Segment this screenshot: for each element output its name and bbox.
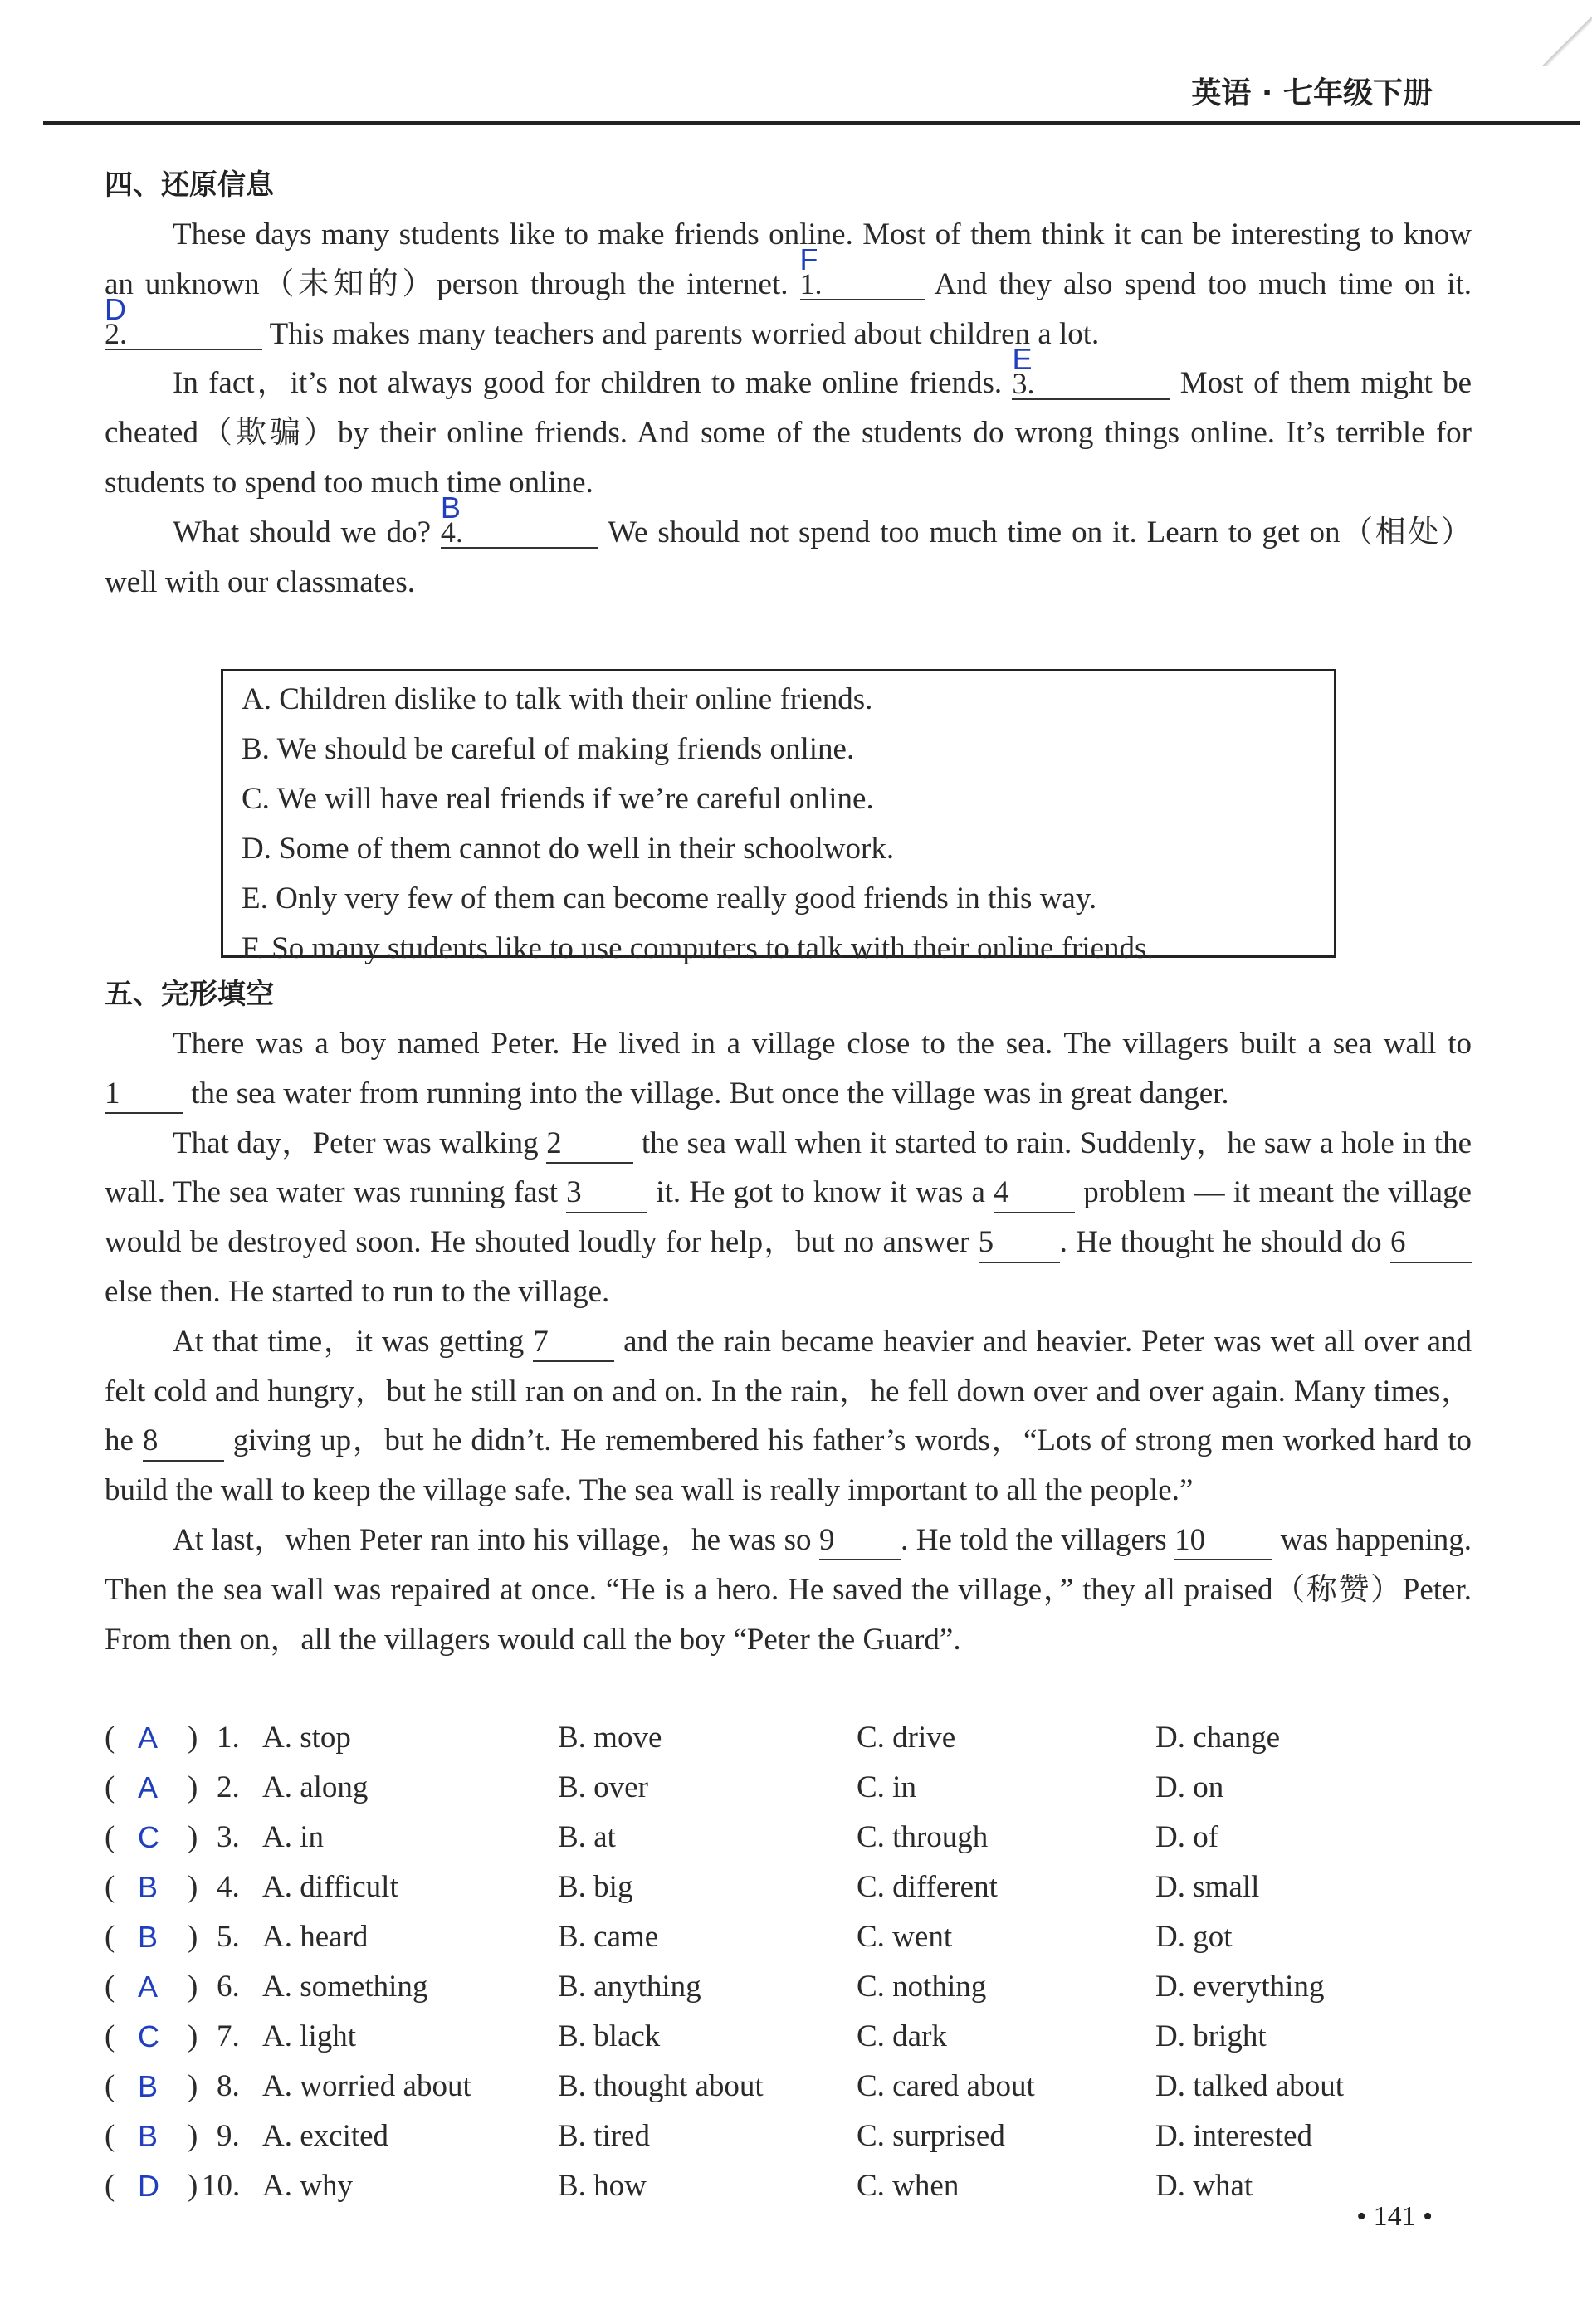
s5-p2-text-4: problem — it meant the village would be destroyed soon. He shouted loudly for help，but no answer (105, 1175, 1472, 1260)
handwritten-answer: B (440, 491, 461, 525)
section-5-heading: 五、完形填空 (105, 978, 274, 1011)
s5-p2-text-1: That day，Peter was walking (173, 1125, 547, 1160)
paren-open: ( (105, 1920, 115, 1954)
choice-d: D. got (1155, 1920, 1233, 1954)
blank-number: 3. (1012, 366, 1035, 400)
choice-c: C. surprised (857, 2119, 1005, 2153)
choice-b: B. at (558, 1820, 616, 1854)
handwritten-choice: B (138, 1870, 159, 1904)
answer-blank-4 (440, 491, 598, 549)
s5-p3-text-3: giving up，but he didn’t. He remembered his father’s words，“Lots of strong men worked hard to build the wall to keep the village safe. The sea wall is really important to all the people.” (105, 1423, 1472, 1508)
choice-b: B. over (558, 1770, 648, 1804)
s4-p2-text-2: Most of them might be cheated（欺骗）by their online friends. And some of the students do wrong things online. It’s terrible for students to spend too much time online. (105, 366, 1472, 500)
paren-close: ) (188, 2119, 198, 2153)
question-number: 8. (217, 2069, 240, 2103)
header-rule (43, 121, 1580, 124)
cloze-blank-5: 5 (979, 1224, 1060, 1262)
question-number: 10. (202, 2169, 241, 2203)
cloze-blank-8: 8 (143, 1423, 224, 1461)
handwritten-choice: B (138, 2119, 159, 2153)
s5-paragraph-4 (105, 1516, 1472, 1664)
s4-paragraph-3 (105, 491, 1472, 608)
s4-paragraph-2 (105, 341, 1472, 507)
paren-open: ( (105, 2019, 115, 2053)
s5-p2-text-3: it. He got to know it was a (647, 1175, 994, 1210)
choice-d: D. what (1155, 2169, 1253, 2203)
question-number: 3. (217, 1820, 240, 1854)
s5-paragraph-3 (105, 1317, 1472, 1516)
handwritten-answer: F (799, 242, 818, 277)
choice-b: B. move (558, 1721, 662, 1755)
choice-b: B. black (558, 2019, 661, 2053)
s5-paragraph-1 (105, 1019, 1472, 1119)
choice-d: D. on (1155, 1770, 1224, 1804)
s5-p1-text-2: the sea water from running into the village. But once the village was in great danger. (183, 1076, 1229, 1111)
option-b: B. We should be careful of making friends online. (242, 732, 855, 766)
page-number: • 141 • (1356, 2201, 1433, 2232)
question-number: 1. (217, 1721, 240, 1755)
option-d: D. Some of them cannot do well in their schoolwork. (242, 832, 895, 866)
question-number: 2. (217, 1770, 240, 1804)
paren-open: ( (105, 2169, 115, 2203)
s5-p3-text-1: At that time，it was getting (173, 1324, 534, 1359)
choice-c: C. drive (857, 1721, 956, 1755)
s4-p3-text-2: We should not spend too much time on it. Learn to get on（相处）well with our classmates. (105, 515, 1472, 599)
paren-close: ) (188, 2069, 198, 2103)
choice-b: B. came (558, 1920, 659, 1954)
choice-d: D. bright (1155, 2019, 1267, 2053)
section-4-heading: 四、还原信息 (105, 168, 274, 202)
choice-c: C. different (857, 1870, 998, 1904)
s5-p4-text-1: At last，when Peter ran into his village，he was so (173, 1522, 820, 1557)
question-row (105, 2012, 1482, 2062)
paren-close: ) (188, 1721, 198, 1755)
question-row (105, 2062, 1482, 2112)
question-number: 7. (217, 2019, 240, 2053)
question-row (105, 1763, 1482, 1813)
question-row (105, 1863, 1482, 1912)
handwritten-choice: A (138, 1770, 159, 1804)
cloze-blank-6: 6 (1390, 1224, 1472, 1262)
cloze-blank-7: 7 (533, 1324, 614, 1362)
s4-paragraph-1 (105, 210, 1472, 359)
s5-p3-text-2: and the rain became heavier and heavier. Peter was wet all over and felt cold and hungry，but he still ran on and on. In the rain，he fell down over and over again. Many times，he (105, 1324, 1472, 1458)
handwritten-choice: A (138, 1970, 159, 2004)
choice-d: D. interested (1155, 2119, 1313, 2153)
options-box (221, 669, 1336, 965)
s5-p4-text-2: . He told the villagers (901, 1522, 1175, 1557)
s5-p2-text-6: else then. He started to run to the village. (105, 1274, 610, 1309)
choice-a: A. something (262, 1970, 428, 2004)
choice-c: C. through (857, 1820, 989, 1854)
s4-p1-text-2: And they also spend too much time on it. (924, 266, 1472, 301)
s4-p1-text-3: This makes many teachers and parents worried about children a lot. (262, 316, 1100, 351)
choice-d: D. everything (1155, 1970, 1325, 2004)
question-number: 4. (217, 1870, 240, 1904)
choice-a: A. difficult (262, 1870, 398, 1904)
choice-a: A. stop (262, 1721, 351, 1755)
choice-c: C. went (857, 1920, 953, 1954)
answer-blank-2 (105, 291, 262, 350)
blank-number: 4. (440, 515, 463, 549)
choice-a: A. along (262, 1770, 369, 1804)
page-corner-fold (1542, 17, 1592, 66)
handwritten-choice: A (138, 1721, 159, 1755)
s4-p3-text-1: What should we do? (173, 515, 441, 549)
paren-close: ) (188, 2019, 198, 2053)
choice-a: A. worried about (262, 2069, 471, 2103)
choice-d: D. change (1155, 1721, 1280, 1755)
question-number: 6. (217, 1970, 240, 2004)
answer-blank-1 (799, 242, 925, 300)
choice-d: D. of (1155, 1820, 1219, 1854)
s4-p2-text-1: In fact，it’s not always good for children to make online friends. (173, 366, 1013, 401)
s5-paragraph-2 (105, 1119, 1472, 1317)
paren-close: ) (188, 1770, 198, 1804)
choice-b: B. anything (558, 1970, 701, 2004)
handwritten-choice: C (138, 2019, 159, 2053)
choice-c: C. when (857, 2169, 960, 2203)
s5-p4-text-3: was happening. Then the sea wall was repaired at once. “He is a hero. He saved the village，” they all praised（称赞）Peter. From then on，all the villagers would call the boy “Peter the Guard”. (105, 1522, 1472, 1657)
choice-a: A. why (262, 2169, 353, 2203)
cloze-blank-2: 2 (546, 1125, 633, 1164)
choice-b: B. big (558, 1870, 633, 1904)
handwritten-choice: B (138, 2069, 159, 2103)
question-row (105, 2112, 1482, 2161)
paren-open: ( (105, 1721, 115, 1755)
cloze-blank-10: 10 (1174, 1522, 1272, 1560)
paren-close: ) (188, 2169, 198, 2203)
option-e: E. Only very few of them can become really good friends in this way. (242, 881, 1097, 915)
question-number: 9. (217, 2119, 240, 2153)
s5-p2-text-2: the sea wall when it started to rain. Suddenly，he saw a hole in the wall. The sea water was running fast (105, 1125, 1472, 1210)
cloze-blank-3: 3 (566, 1174, 647, 1213)
paren-open: ( (105, 1970, 115, 2004)
option-c: C. We will have real friends if we’re careful online. (242, 782, 874, 816)
paren-open: ( (105, 2119, 115, 2153)
choice-c: C. nothing (857, 1970, 987, 2004)
paren-close: ) (188, 1820, 198, 1854)
question-number: 5. (217, 1920, 240, 1954)
choice-a: A. light (262, 2019, 357, 2053)
cloze-blank-4: 4 (994, 1174, 1075, 1213)
handwritten-answer: D (105, 291, 126, 326)
paren-open: ( (105, 1820, 115, 1854)
choice-c: C. in (857, 1770, 916, 1804)
header-title: 英语 · 七年级下册 (1191, 76, 1433, 110)
handwritten-choice: B (138, 1920, 159, 1954)
question-row (105, 2161, 1482, 2211)
option-f: F. So many students like to use computers to talk with their online friends. (242, 931, 1155, 965)
handwritten-choice: C (138, 1820, 159, 1854)
question-row (105, 1962, 1482, 2012)
handwritten-choice: D (138, 2169, 159, 2203)
choice-c: C. cared about (857, 2069, 1035, 2103)
choice-a: A. heard (262, 1920, 369, 1954)
choice-b: B. thought about (558, 2069, 764, 2103)
paren-open: ( (105, 2069, 115, 2103)
s4-p1-text-1: These days many students like to make friends online. Most of them think it can be interesting to know an unknown（未知的）person through the internet. (105, 217, 1472, 301)
choice-d: D. small (1155, 1870, 1260, 1904)
question-row (105, 1713, 1482, 1763)
question-row (105, 1912, 1482, 1962)
option-a: A. Children dislike to talk with their online friends. (242, 682, 873, 716)
cloze-blank-1: 1 (105, 1076, 183, 1114)
cloze-blank-9: 9 (819, 1522, 901, 1560)
choice-a: A. excited (262, 2119, 389, 2153)
question-row (105, 1813, 1482, 1863)
s5-p1-text-1: There was a boy named Peter. He lived in a village close to the sea. The villagers built a sea wall to (173, 1027, 1472, 1061)
section-5 (105, 969, 1472, 1664)
choice-d: D. talked about (1155, 2069, 1345, 2103)
handwritten-answer: E (1012, 341, 1033, 376)
choice-c: C. dark (857, 2019, 947, 2053)
s5-p2-text-5: . He thought he should do (1059, 1225, 1390, 1260)
answer-blank-3 (1012, 341, 1170, 400)
paren-open: ( (105, 1770, 115, 1804)
blank-number: 2. (105, 316, 127, 350)
paren-close: ) (188, 1920, 198, 1954)
paren-open: ( (105, 1870, 115, 1904)
section-4 (105, 160, 1472, 607)
paren-close: ) (188, 1970, 198, 2004)
paren-close: ) (188, 1870, 198, 1904)
choice-a: A. in (262, 1820, 324, 1854)
blank-number: 1. (799, 266, 823, 300)
choice-b: B. tired (558, 2119, 650, 2153)
choice-b: B. how (558, 2169, 647, 2203)
